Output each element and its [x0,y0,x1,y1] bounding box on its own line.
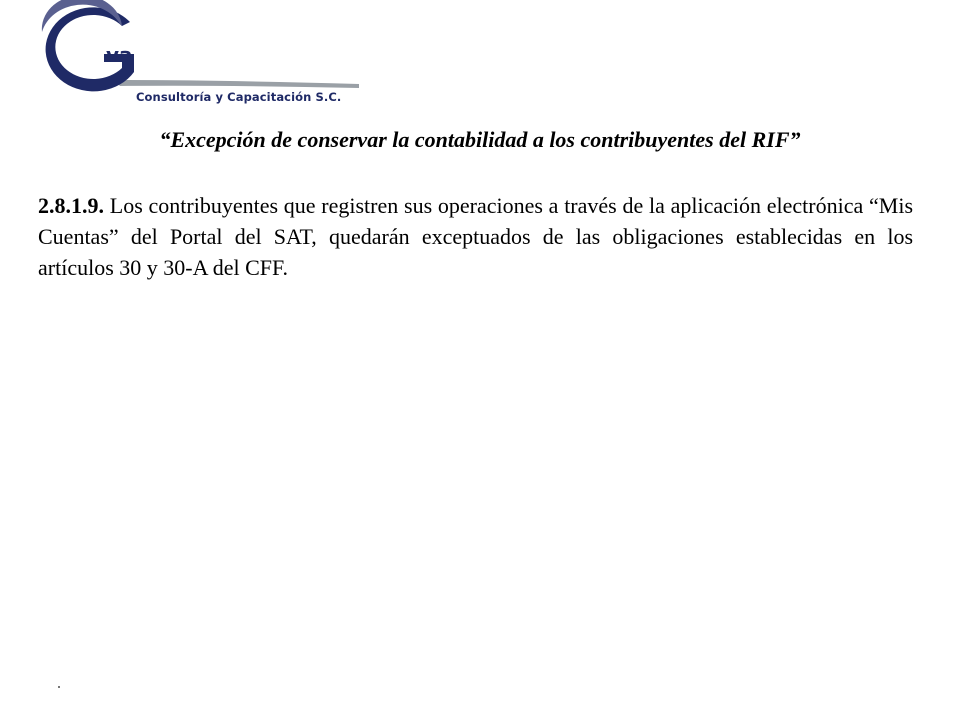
logo-tagline: Consultoría y Capacitación S.C. [136,90,342,104]
rule-paragraph [38,190,913,283]
stray-dot [58,686,60,688]
rule-text: Los contribuyentes que registren sus operaciones a través de la aplicación electrónica “Mis Cuentas” del Portal del SAT, quedarán exceptuados de las obligaciones establecidas en los artículos 30 y 30-A del CFF. [38,193,913,280]
company-logo [22,2,367,110]
rule-number: 2.8.1.9. [38,193,104,218]
logo-subletters: va [106,43,133,67]
page-title: “Excepción de conservar la contabilidad a los contribuyentes del RIF” [159,127,801,152]
